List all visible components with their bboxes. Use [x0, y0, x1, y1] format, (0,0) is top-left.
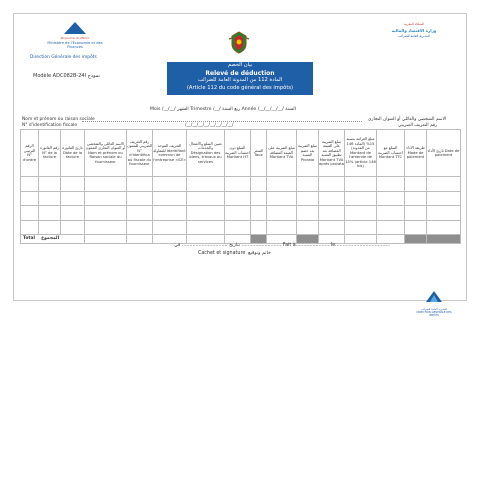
table-cell[interactable] — [225, 206, 251, 221]
table-cell[interactable] — [127, 177, 153, 192]
table-row — [21, 206, 461, 221]
ministry-logo-ar-line3: المديرية العامة للضرائب — [398, 34, 430, 38]
table-cell[interactable] — [61, 177, 85, 192]
table-cell[interactable] — [345, 220, 377, 235]
place-date-line[interactable]: بتاريخ .............................. في .......................... Fait à.......................le.................................... — [174, 243, 390, 248]
col-header-amount-ht: المبلغ دون احتساب الضريبة Montant HT — [225, 130, 251, 177]
table-cell[interactable] — [297, 220, 319, 235]
nif-field[interactable]: /__/__/__/__/__/__/__/__/ — [185, 123, 234, 128]
col-header-order: الرقم الترتيبي N° d'ordre — [21, 130, 39, 177]
dgi-footer-logo — [414, 289, 454, 317]
ministry-logo-ar-line1: المملكة المغربية — [403, 22, 425, 26]
table-cell[interactable] — [187, 191, 225, 206]
dgi-label-fr: Direction Générale des impôts — [30, 55, 97, 60]
col-header-supplier-name: الاسم العائلي والشخصي أو العنوان التجاري للممون Nom et prénom ou Raison sociale du fournisseur — [85, 130, 127, 177]
table-cell[interactable] — [427, 177, 461, 192]
col-header-payment-mode: طريقة الأداء Mode de paiement — [405, 130, 427, 177]
col-header-invoice-no: رقم الفاتورة N° de la facture — [39, 130, 61, 177]
table-cell[interactable] — [251, 220, 267, 235]
col-header-ice: التعريف الموحد للمقاولة Identifiant commun de l'entreprise «ICE» — [153, 130, 187, 177]
period-line[interactable]: Mois /__/__/ الشهر Trimestre /__/ ربع السنة Année /__/__/__/__/ السنة — [150, 107, 296, 112]
col-header-rate: السعر Taux — [251, 130, 267, 177]
total-cell — [85, 235, 127, 244]
banner-line-ar-title: بيان الخصم — [227, 62, 253, 68]
table-cell[interactable] — [267, 206, 297, 221]
table-cell[interactable] — [127, 206, 153, 221]
total-cell-shaded — [405, 235, 427, 244]
table-cell[interactable] — [345, 177, 377, 192]
col-header-designation: تعيين السلع والأشغال والخدمات Désignation des biens, travaux ou services — [187, 130, 225, 177]
total-label-fr: Total — [23, 235, 35, 241]
ministry-logo-ar — [384, 22, 444, 38]
table-cell[interactable] — [61, 206, 85, 221]
table-cell[interactable] — [377, 177, 405, 192]
table-cell[interactable] — [187, 220, 225, 235]
table-cell[interactable] — [345, 191, 377, 206]
table-cell[interactable] — [85, 220, 127, 235]
total-cell-shaded — [427, 235, 461, 244]
table-cell[interactable] — [267, 191, 297, 206]
total-label — [21, 235, 85, 244]
table-cell[interactable] — [153, 206, 187, 221]
signature-label-fr: Cachet et signature — [198, 251, 246, 256]
table-cell[interactable] — [61, 191, 85, 206]
table-cell[interactable] — [39, 206, 61, 221]
table-cell[interactable] — [267, 220, 297, 235]
table-cell[interactable] — [405, 177, 427, 192]
table-cell[interactable] — [319, 191, 345, 206]
table-cell[interactable] — [297, 177, 319, 192]
table-cell[interactable] — [21, 191, 39, 206]
table-cell[interactable] — [377, 206, 405, 221]
table-cell[interactable] — [427, 220, 461, 235]
table-cell[interactable] — [251, 206, 267, 221]
col-header-supplier-if: رقم التعريف الضريبي للممون N° d'identifica ou fiscale du fournisseur — [127, 130, 153, 177]
nif-label-ar: رقم التعريف الضريبي — [398, 123, 438, 128]
table-cell[interactable] — [225, 220, 251, 235]
banner-line-ar-article: المادة 112 من المدونة العامة للضرائب — [197, 77, 283, 84]
banner-line-fr-title: Relevé de déduction — [205, 69, 275, 77]
dgi-footer-logo-text: المديرية العامة للضرائب DIRECTION GÉNÉRALE DES IMPÔTS — [416, 308, 452, 317]
name-label-fr: Nom et prénom ou raison sociale — [22, 117, 95, 122]
table-cell[interactable] — [187, 206, 225, 221]
table-cell[interactable] — [153, 177, 187, 192]
ministry-logo-line1: Royaume du Maroc — [60, 36, 90, 40]
table-cell[interactable] — [377, 191, 405, 206]
table-cell[interactable] — [127, 220, 153, 235]
ministry-logo — [40, 22, 110, 49]
table-cell[interactable] — [61, 220, 85, 235]
table-cell[interactable] — [127, 191, 153, 206]
col-header-ttc: المبلغ مع احتساب الضريبة Montant TTC — [377, 130, 405, 177]
table-row — [21, 220, 461, 235]
name-label-ar: الاسم الشخصي والعائلي أو العنوان التجاري — [368, 117, 447, 122]
title-banner — [167, 62, 313, 95]
ministry-logo-line2: Ministère de l'Economie et des Finances — [47, 41, 103, 49]
table-cell[interactable] — [39, 220, 61, 235]
table-cell[interactable] — [405, 191, 427, 206]
table-header-row — [21, 130, 461, 177]
table-cell[interactable] — [21, 206, 39, 221]
table-cell[interactable] — [153, 220, 187, 235]
table-cell[interactable] — [405, 206, 427, 221]
table-row — [21, 191, 461, 206]
table-cell[interactable] — [251, 191, 267, 206]
table-cell[interactable] — [39, 177, 61, 192]
table-cell[interactable] — [187, 177, 225, 192]
model-number: Modèle ADC082B-24I نموذج — [33, 73, 100, 79]
total-label-ar: المجموع — [41, 235, 60, 241]
table-cell[interactable] — [39, 191, 61, 206]
table-cell[interactable] — [319, 220, 345, 235]
deduction-table — [20, 129, 461, 244]
table-cell[interactable] — [319, 177, 345, 192]
col-header-fine: مبلغ الغرامة بنسبة 15% (المادة 146 من المدونة) Montant de l'amende de 15% (article 146 bis) — [345, 130, 377, 177]
table-row — [21, 177, 461, 192]
table-cell[interactable] — [405, 220, 427, 235]
nif-label-fr: N° d'identification fiscale — [22, 123, 78, 128]
table-cell[interactable] — [251, 177, 267, 192]
table-cell[interactable] — [267, 177, 297, 192]
total-cell — [127, 235, 153, 244]
dgi-footer-logo-icon — [424, 290, 444, 304]
table-cell[interactable] — [427, 206, 461, 221]
banner-line-fr-article: (Article 112 du code général des impôts) — [186, 84, 294, 91]
table-cell[interactable] — [85, 191, 127, 206]
col-header-invoice-date: تاريخ الفاتورة Date de la facture — [61, 130, 85, 177]
table-cell[interactable] — [85, 206, 127, 221]
table-cell[interactable] — [225, 191, 251, 206]
table-cell[interactable] — [85, 177, 127, 192]
table-cell[interactable] — [21, 177, 39, 192]
col-header-vat-after-prorata: مبلغ الضريبة على القيمة المضافة بعد تطبيق النسبة Montant TVA après prorata — [319, 130, 345, 177]
col-header-vat: مبلغ الضريبة على القيمة المضافة Montant TVA — [267, 130, 297, 177]
table-cell[interactable] — [377, 220, 405, 235]
table-cell[interactable] — [21, 220, 39, 235]
table-cell[interactable] — [225, 177, 251, 192]
ministry-logo-icon — [64, 22, 86, 34]
table-cell[interactable] — [319, 206, 345, 221]
table-cell[interactable] — [297, 206, 319, 221]
col-header-prorata: مبلغ الضريبة بعد خصم النسبة Prorata — [297, 130, 319, 177]
table-cell[interactable] — [427, 191, 461, 206]
name-field[interactable] — [82, 121, 362, 122]
ministry-logo-ar-line2: وزارة الاقتصاد والمالية — [391, 28, 437, 33]
table-cell[interactable] — [345, 206, 377, 221]
coat-of-arms-icon — [226, 29, 252, 55]
signature-label-ar: خاتم وتوقيع — [248, 251, 271, 256]
table-cell[interactable] — [297, 191, 319, 206]
table-cell[interactable] — [153, 191, 187, 206]
col-header-payment-date: تاريخ الأداء Date de paiement — [427, 130, 461, 177]
